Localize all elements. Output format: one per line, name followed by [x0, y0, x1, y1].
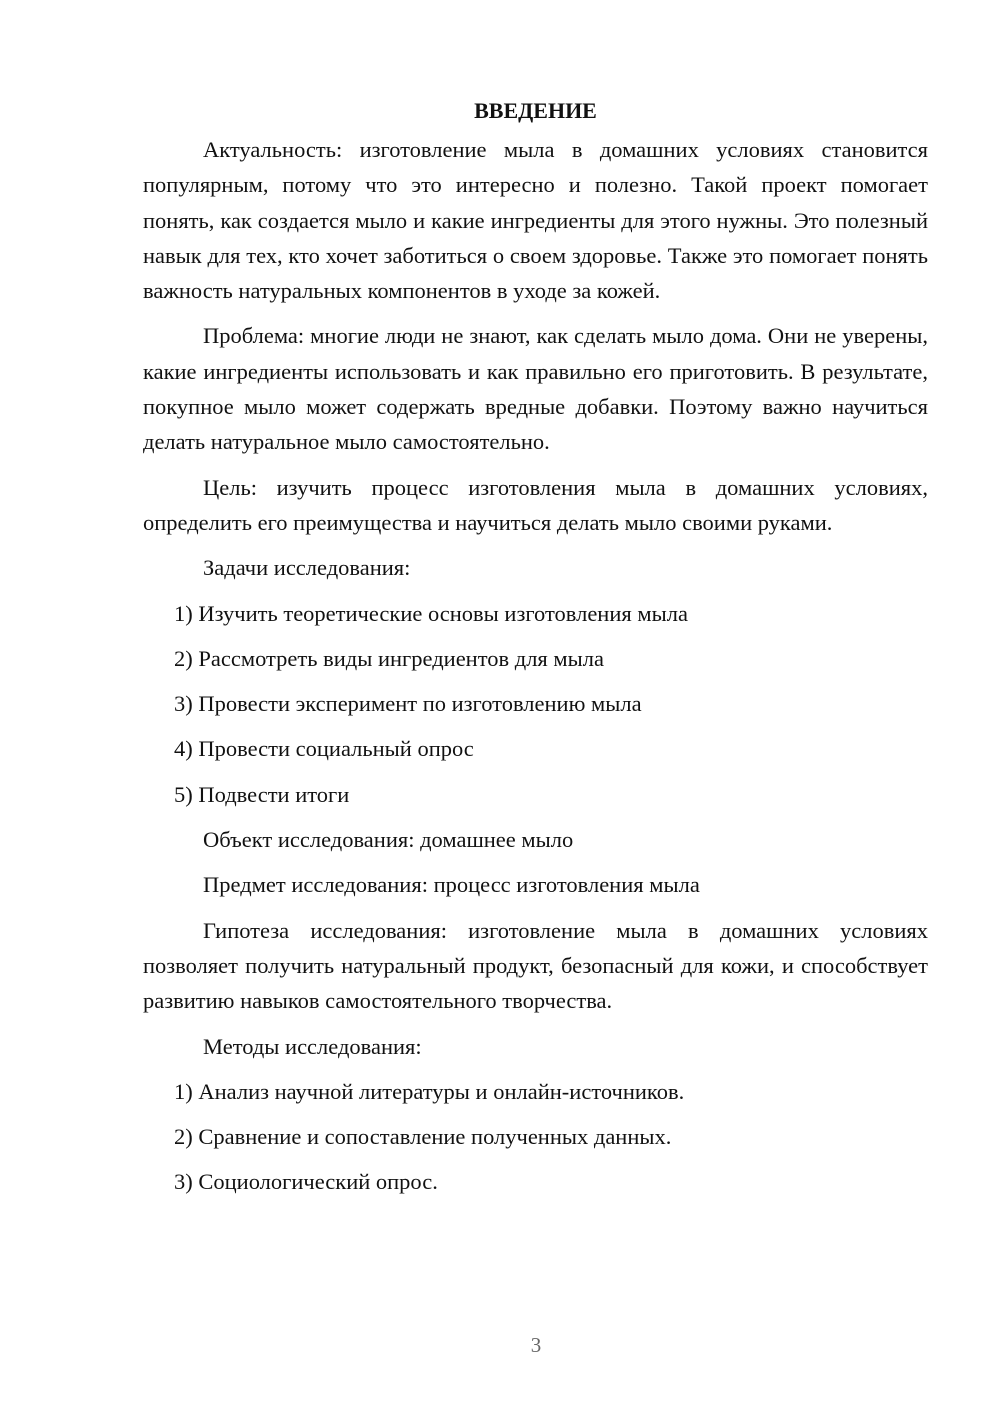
- task-item: 2) Рассмотреть виды ингредиентов для мыла: [174, 645, 604, 671]
- task-item: 3) Провести эксперимент по изготовлению мыла: [174, 691, 642, 717]
- hypothesis-paragraph: Гипотеза исследования: изготовление мыла в домашних условиях позволяет получить натуральный продукт, безопасный для кожи, и способствует развитию навыков самостоятельного творчества.: [143, 917, 928, 1014]
- task-item: 4) Провести социальный опрос: [174, 736, 474, 762]
- method-item: 2) Сравнение и сопоставление полученных данных.: [174, 1124, 672, 1150]
- page-number: 3: [530, 1333, 542, 1357]
- subject-line: Предмет исследования: процесс изготовления мыла: [203, 872, 700, 898]
- document-page: [143, 96, 928, 1210]
- methods-list: [143, 1074, 928, 1199]
- tasks-list: [143, 596, 928, 812]
- problem-paragraph: Проблема: многие люди не знают, как сделать мыло дома. Они не уверены, какие ингредиенты использовать и как правильно его приготовить. В результате, покупное мыло может содержать вредные добавки. Поэтому важно научиться делать натуральное мыло самостоятельно.: [143, 323, 928, 455]
- method-item: 3) Социологический опрос.: [174, 1169, 438, 1195]
- methods-heading: Методы исследования:: [203, 1033, 422, 1059]
- section-title: ВВЕДЕНИЕ: [474, 98, 597, 123]
- object-line: Объект исследования: домашнее мыло: [203, 826, 574, 852]
- goal-paragraph: Цель: изучить процесс изготовления мыла в домашних условиях, определить его преимущества и научиться делать мыло своими руками.: [143, 474, 928, 535]
- tasks-heading: Задачи исследования:: [203, 555, 411, 581]
- task-item: 1) Изучить теоретические основы изготовления мыла: [174, 600, 688, 626]
- task-item: 5) Подвести итоги: [174, 781, 350, 807]
- relevance-paragraph: Актуальность: изготовление мыла в домашних условиях становится популярным, потому что это интересно и полезно. Такой проект помогает понять, как создается мыло и какие ингредиенты для этого нужны. Это полезный навык для тех, кто хочет заботиться о своем здоровье. Также это помогает понять важность натуральных компонентов в уходе за кожей.: [143, 137, 928, 304]
- method-item: 1) Анализ научной литературы и онлайн-источников.: [174, 1079, 685, 1105]
